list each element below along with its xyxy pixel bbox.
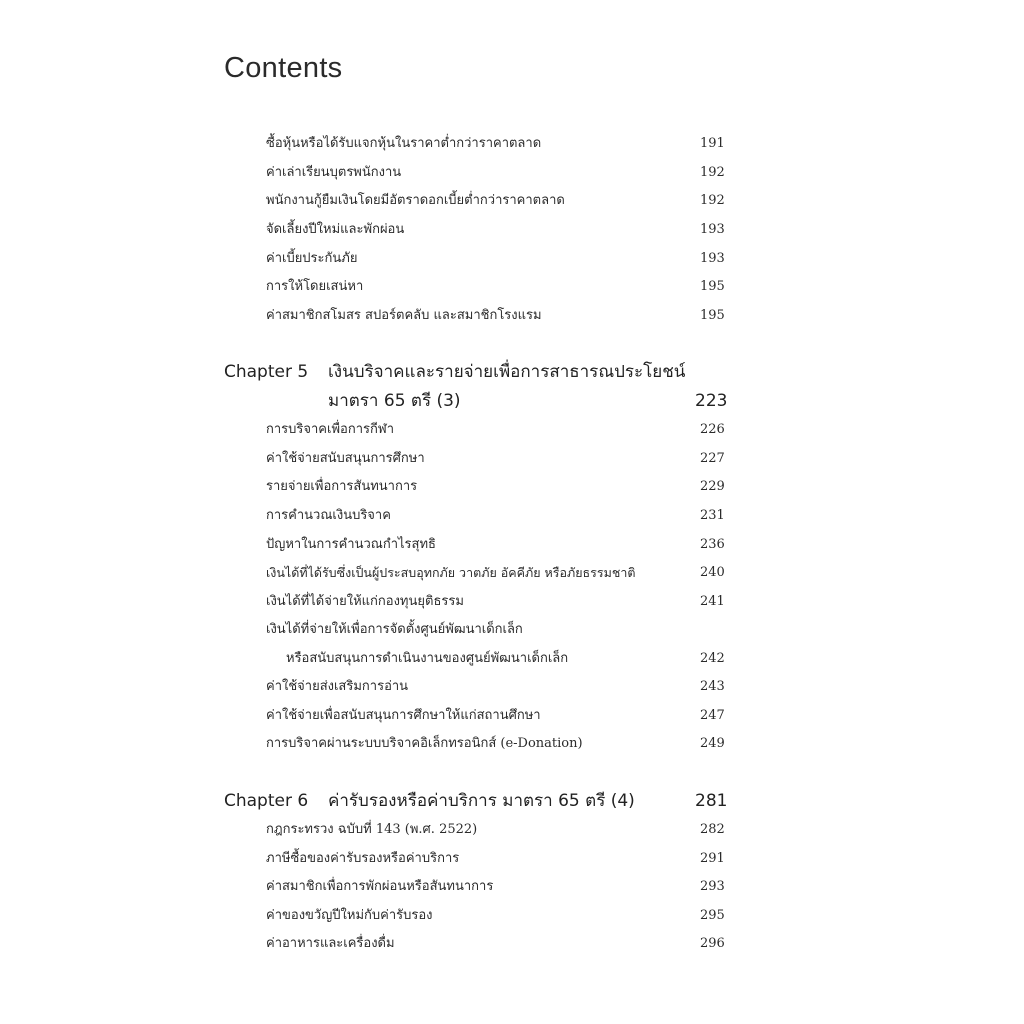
toc-entry[interactable] — [266, 848, 726, 870]
toc-entry-title: เงินได้ที่จ่ายให้เพื่อการจัดตั้งศูนย์พัฒนาเด็กเล็ก — [266, 622, 523, 637]
toc-entry-page: 296 — [700, 936, 725, 951]
toc-entry-title: พนักงานกู้ยืมเงินโดยมีอัตราดอกเบี้ยต่ำกว่าราคาตลาด — [266, 193, 565, 208]
toc-entry[interactable] — [266, 305, 726, 327]
toc-entry-page: 293 — [700, 879, 725, 894]
toc-entry[interactable] — [266, 876, 726, 898]
toc-entry[interactable] — [266, 534, 726, 556]
chapter-5-heading[interactable] — [224, 359, 734, 417]
toc-entry-page: 231 — [700, 508, 725, 523]
toc-entry-title: ค่าของขวัญปีใหม่กับค่ารับรอง — [266, 908, 433, 923]
toc-entry-title: การบริจาคเพื่อการกีฬา — [266, 422, 395, 437]
chapter-label: Chapter 6 — [224, 791, 309, 811]
toc-entry-title: ภาษีซื้อของค่ารับรองหรือค่าบริการ — [266, 851, 460, 866]
toc-entry-title: ค่าใช้จ่ายเพื่อสนับสนุนการศึกษาให้แก่สถานศึกษา — [266, 708, 541, 723]
toc-entry[interactable] — [266, 248, 726, 270]
toc-entry-title: กฎกระทรวง ฉบับที่ 143 (พ.ศ. 2522) — [266, 822, 478, 837]
toc-entry[interactable] — [266, 676, 726, 698]
toc-entry-page: 249 — [700, 736, 725, 751]
toc-entry[interactable] — [266, 419, 726, 441]
toc-entry-page: 195 — [700, 279, 725, 294]
toc-entry-title: ค่าใช้จ่ายสนับสนุนการศึกษา — [266, 451, 425, 466]
toc-entry-title: การคำนวณเงินบริจาค — [266, 508, 391, 523]
toc-entry-title: ค่าเล่าเรียนบุตรพนักงาน — [266, 165, 402, 180]
toc-entry-page: 195 — [700, 308, 725, 323]
toc-entry-title: รายจ่ายเพื่อการสันทนาการ — [266, 479, 418, 494]
toc-entry-title: ค่าอาหารและเครื่องดื่ม — [266, 936, 395, 951]
toc-entry[interactable] — [266, 705, 726, 727]
toc-entry[interactable] — [266, 476, 726, 498]
toc-entry[interactable] — [266, 733, 726, 755]
toc-entry-title: การบริจาคผ่านระบบบริจาคอิเล็กทรอนิกส์ (e-Donation) — [266, 736, 583, 751]
toc-entry-page: 192 — [700, 193, 725, 208]
chapter-label: Chapter 5 — [224, 362, 309, 382]
toc-entry-page: 192 — [700, 165, 725, 180]
toc-entry-page: 282 — [700, 822, 725, 837]
toc-entry[interactable] — [266, 448, 726, 470]
toc-entry[interactable] — [266, 648, 726, 670]
toc-entry[interactable] — [266, 591, 726, 613]
toc-entry-page: 193 — [700, 251, 725, 266]
toc-entry[interactable] — [266, 905, 726, 927]
toc-entry-page: 191 — [700, 136, 725, 151]
toc-entry[interactable] — [266, 505, 726, 527]
chapter-page: 281 — [695, 791, 728, 811]
toc-entry[interactable] — [266, 190, 726, 212]
toc-entry-page: 236 — [700, 537, 725, 552]
toc-entry-title: ซื้อหุ้นหรือได้รับแจกหุ้นในราคาต่ำกว่าราคาตลาด — [266, 136, 542, 151]
toc-entry-title: เงินได้ที่ได้รับซึ่งเป็นผู้ประสบอุทกภัย วาตภัย อัคคีภัย หรือภัยธรรมชาติ — [266, 565, 636, 580]
toc-entry-page: 241 — [700, 594, 725, 609]
toc-entry-page: 295 — [700, 908, 725, 923]
toc-entry-title: ค่าเบี้ยประกันภัย — [266, 251, 358, 266]
chapter-page: 223 — [695, 391, 728, 411]
toc-entry-page: 193 — [700, 222, 725, 237]
toc-entry-title: ค่าสมาชิกเพื่อการพักผ่อนหรือสันทนาการ — [266, 879, 494, 894]
toc-entry[interactable] — [266, 133, 726, 155]
toc-entry-title: หรือสนับสนุนการดำเนินงานของศูนย์พัฒนาเด็กเล็ก — [286, 651, 569, 666]
toc-entry-page: 229 — [700, 479, 725, 494]
toc-entry-title: เงินได้ที่ได้จ่ายให้แก่กองทุนยุติธรรม — [266, 594, 464, 609]
toc-entry-page: 226 — [700, 422, 725, 437]
toc-entry-title: ค่าสมาชิกสโมสร สปอร์ตคลับ และสมาชิกโรงแรม — [266, 308, 542, 323]
toc-entry-page: 243 — [700, 679, 725, 694]
toc-entry[interactable] — [266, 276, 726, 298]
toc-entry-page: 242 — [700, 651, 725, 666]
toc-entry-title: การให้โดยเสน่หา — [266, 279, 364, 294]
chapter-6-heading[interactable] — [224, 788, 734, 816]
toc-entry-page: 227 — [700, 451, 725, 466]
toc-entry-title: จัดเลี้ยงปีใหม่และพักผ่อน — [266, 222, 405, 237]
toc-entry[interactable] — [266, 219, 726, 241]
chapter-title-line2: มาตรา 65 ตรี (3) — [328, 391, 461, 411]
toc-entry-page: 240 — [700, 565, 725, 580]
toc-entry[interactable] — [266, 933, 726, 955]
toc-entry[interactable] — [266, 819, 726, 841]
toc-entry[interactable] — [266, 562, 726, 584]
toc-entry-page: 291 — [700, 851, 725, 866]
toc-entry-title: ค่าใช้จ่ายส่งเสริมการอ่าน — [266, 679, 409, 694]
chapter-title: เงินบริจาคและรายจ่ายเพื่อการสาธารณประโยชน์ — [328, 362, 686, 382]
toc-entry[interactable] — [266, 162, 726, 184]
toc-entry-page: 247 — [700, 708, 725, 723]
toc-entry-title: ปัญหาในการคำนวณกำไรสุทธิ — [266, 537, 436, 552]
toc-entry[interactable] — [266, 619, 726, 641]
page-title: Contents — [224, 52, 343, 84]
chapter-title: ค่ารับรองหรือค่าบริการ มาตรา 65 ตรี (4) — [328, 791, 635, 811]
